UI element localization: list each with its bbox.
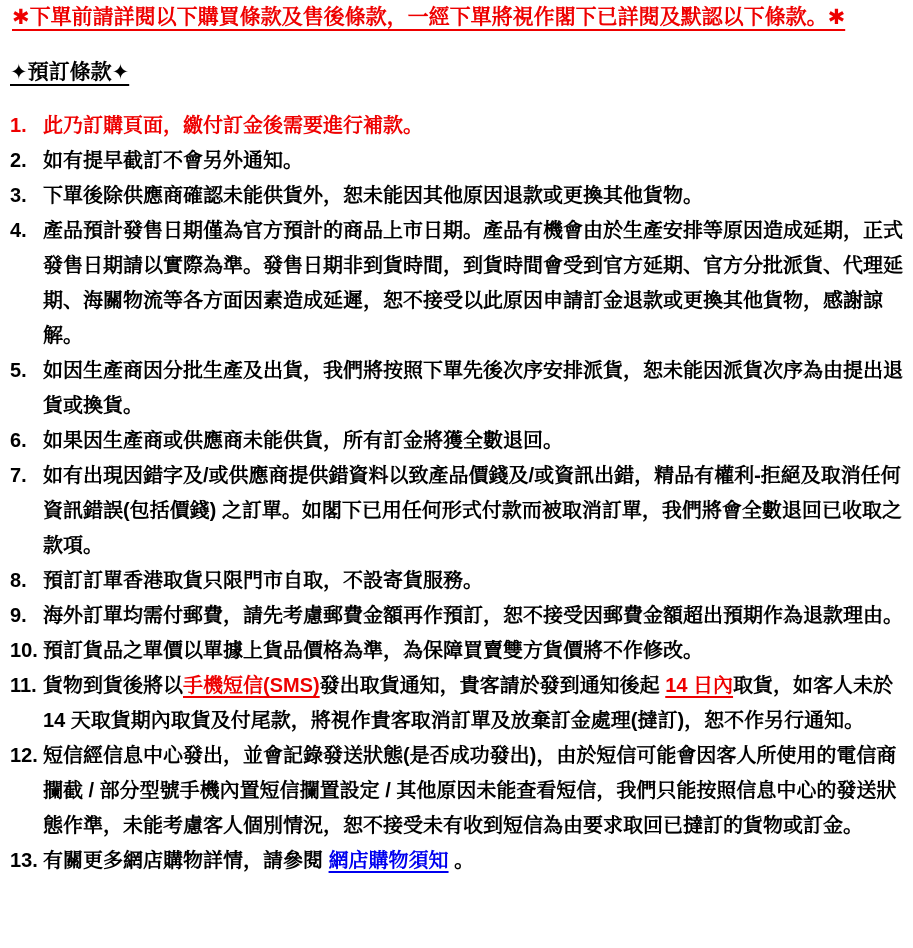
term-text [43,564,907,599]
term-text [43,599,907,634]
term-item-4 [10,214,907,354]
term-item-6 [10,424,907,459]
section-heading [10,60,907,86]
term-text [43,109,907,144]
term-text-segment: 發出取貨通知，貴客請於發到通知後起 [319,675,666,697]
term-number: 9. [10,605,27,627]
term-item-5 [10,354,907,424]
term-number: 7. [10,465,27,487]
term-text [43,179,907,214]
notice-title [12,3,907,33]
term-text [43,354,907,424]
term-number: 12. [10,745,38,767]
term-text-segment: 如因生產商因分批生產及出貨，我們將按照下單先後次序安排派貨，恕未能因派貨次序為由提出退貨或換貨。 [43,360,903,417]
term-item-8 [10,564,907,599]
term-text [43,669,907,739]
term-item-12 [10,739,907,844]
term-text-segment: 有關更多網店購物詳情，請參閱 [43,850,329,872]
term-text-segment: 預訂訂單香港取貨只限門市自取，不設寄貨服務。 [43,570,483,592]
term-number: 6. [10,430,27,452]
red-emphasis: 14 日內 [665,675,734,697]
red-emphasis: 手機短信(SMS) [183,675,320,697]
term-text-segment: 下單後除供應商確認未能供貨外，恕未能因其他原因退款或更換其他貨物。 [43,185,703,207]
term-number: 11. [10,675,37,697]
term-text-segment: 預訂貨品之單價以單據上貨品價格為準，為保障買賣雙方貨價將不作修改。 [43,640,703,662]
term-number: 2. [10,150,27,172]
term-text [43,459,907,564]
term-number: 10. [10,640,38,662]
shop-notice-link[interactable]: 網店購物須知 [328,850,449,872]
term-text [43,214,907,354]
term-number: 1. [10,115,27,137]
term-item-1 [10,109,907,144]
term-item-9 [10,599,907,634]
term-text-segment: 貨物到貨後將以 [43,675,183,697]
term-number: 13. [10,850,38,872]
term-text [43,739,907,844]
term-item-3 [10,179,907,214]
term-number: 4. [10,220,27,242]
term-text [43,844,907,879]
term-text [43,424,907,459]
term-item-7 [10,459,907,564]
term-number: 8. [10,570,27,592]
term-item-11 [10,669,907,739]
term-text [43,144,907,179]
term-number: 3. [10,185,27,207]
term-text-segment: 產品預計發售日期僅為官方預計的商品上市日期。產品有機會由於生產安排等原因造成延期，正式發售日期請以實際為準。發售日期非到貨時間，到貨時間會受到官方延期、官方分批派貨、代理延期、海關物流等各方面因素造成延遲，恕不接受以此原因申請訂金退款或更換其他貨物，感謝諒解。 [43,220,903,347]
term-text-segment: 短信經信息中心發出，並會記錄發送狀態(是否成功發出)，由於短信可能會因客人所使用的電信商攔截 / 部分型號手機內置短信攔置設定 / 其他原因未能查看短信，我們只能按照信息中心的發送狀態作準，未能考慮客人個別情況，恕不接受未有收到短信為由要求取回已撻訂的貨物或訂金。 [43,745,897,837]
term-text-segment: 取貨，如客人未於 14 天取貨期內取貨及付尾款，將視作貴客取消訂單及放棄訂金處理(撻訂)，恕不作另行通知。 [43,675,894,732]
notice-title-text: ✱下單前請詳閱以下購買條款及售後條款，一經下單將視作閣下已詳閱及默認以下條款。✱ [12,6,846,29]
term-text-segment: 如有提早截訂不會另外通知。 [43,150,303,172]
term-text [43,634,907,669]
section-heading-text: ✦預訂條款✦ [10,61,130,84]
term-text-segment: 如果因生產商或供應商未能供貨，所有訂金將獲全數退回。 [43,430,563,452]
term-text-segment: 如有出現因錯字及/或供應商提供錯資料以致產品價錢及/或資訊出錯，精品有權利-拒絕及取消任何資訊錯誤(包括價錢) 之訂單。如閣下已用任何形式付款而被取消訂單，我們將會全數退回已收取之款項。 [43,465,902,557]
term-item-2 [10,144,907,179]
term-text-segment: 海外訂單均需付郵費，請先考慮郵費金額再作預訂，恕不接受因郵費金額超出預期作為退款理由。 [43,605,903,627]
term-text-segment: 。 [448,850,475,872]
term-number: 5. [10,360,27,382]
terms-list [10,109,907,879]
term-item-10 [10,634,907,669]
term-text-segment: 此乃訂購頁面，繳付訂金後需要進行補款。 [43,115,423,137]
term-item-13 [10,844,907,879]
